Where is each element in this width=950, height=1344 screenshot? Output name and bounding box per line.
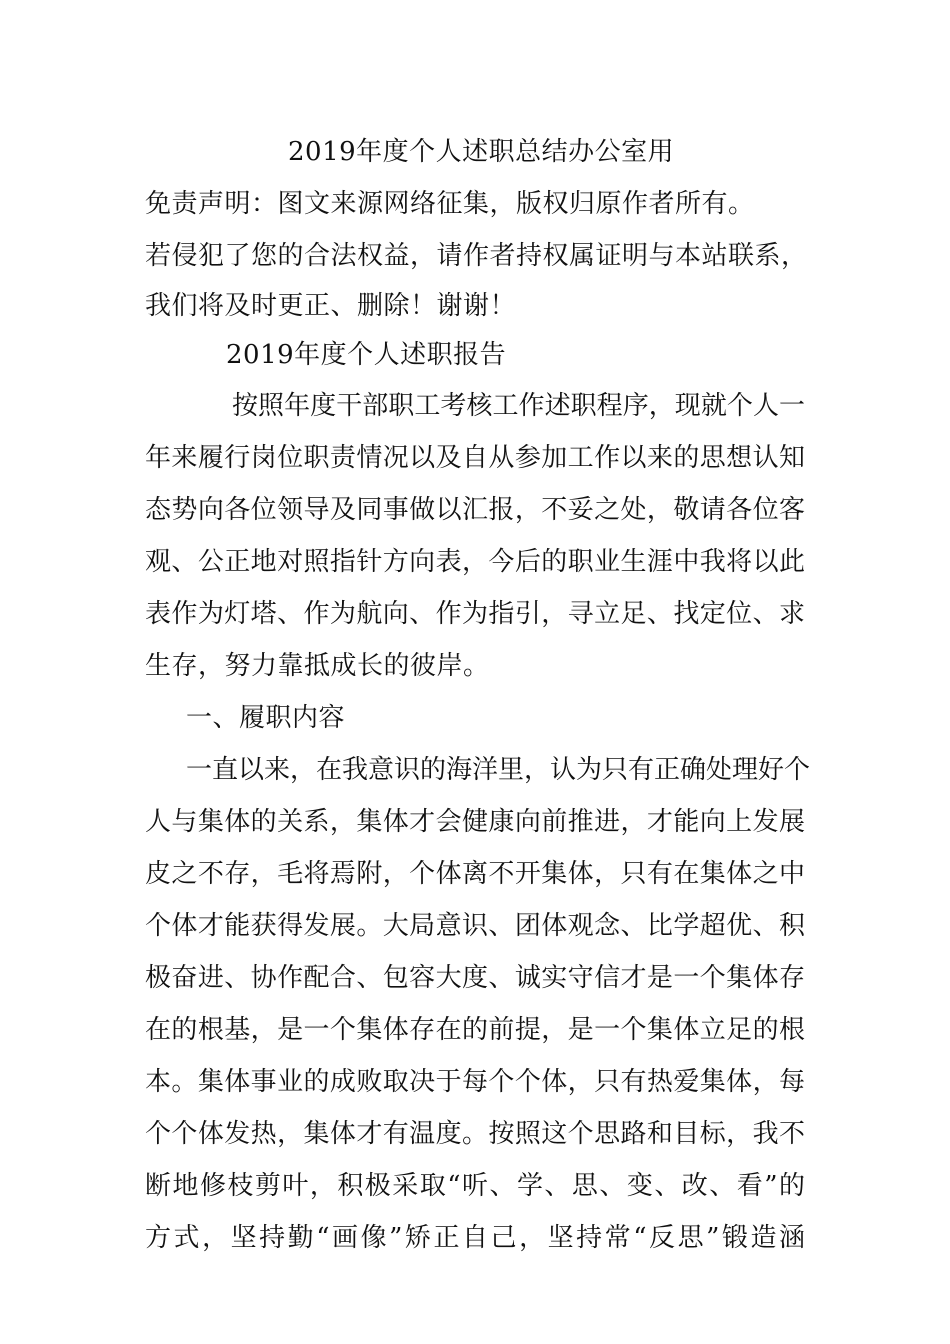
paragraph-line: 表作为灯塔、作为航向、作为指引，寻立足、找定位、求	[145, 599, 805, 629]
disclaimer-line: 我们将及时更正、删除！谢谢！	[145, 291, 517, 321]
paragraph-line: 个体才能获得发展。大局意识、团体观念、比学超优、积	[145, 911, 805, 941]
paragraph-line: 个个体发热，集体才有温度。按照这个思路和目标，我不	[145, 1119, 805, 1149]
paragraph-line: 态势向各位领导及同事做以汇报，不妥之处，敬请各位客	[145, 495, 805, 525]
paragraph-line: 按照年度干部职工考核工作述职程序，现就个人一	[232, 391, 805, 421]
paragraph-line: 人与集体的关系，集体才会健康向前推进，才能向上发展	[145, 807, 805, 837]
paragraph-line: 生存，努力靠抵成长的彼岸。	[145, 651, 490, 681]
paragraph-line: 断地修枝剪叶，积极采取“听、学、思、变、改、看”的	[145, 1171, 805, 1201]
paragraph-line: 方式，坚持勤“画像”矫正自己，坚持常“反思”锻造涵	[145, 1223, 805, 1253]
paragraph-line: 本。集体事业的成败取决于每个个体，只有热爱集体，每	[145, 1067, 805, 1097]
paragraph-line: 一直以来，在我意识的海洋里，认为只有正确处理好个	[186, 755, 811, 785]
section-heading: 一、履职内容	[186, 703, 346, 733]
paragraph-line: 皮之不存，毛将焉附，个体离不开集体，只有在集体之中	[145, 859, 805, 889]
disclaimer-line: 若侵犯了您的合法权益，请作者持权属证明与本站联系，	[145, 241, 808, 271]
paragraph-line: 在的根基，是一个集体存在的前提，是一个集体立足的根	[145, 1015, 805, 1045]
report-title: 2019年度个人述职报告	[226, 340, 507, 370]
disclaimer-line: 免责声明：图文来源网络征集，版权归原作者所有。	[145, 189, 755, 219]
paragraph-line: 观、公正地对照指针方向表，今后的职业生涯中我将以此	[145, 547, 805, 577]
paragraph-line: 年来履行岗位职责情况以及自从参加工作以来的思想认知	[145, 443, 805, 473]
paragraph-line: 极奋进、协作配合、包容大度、诚实守信才是一个集体存	[145, 963, 805, 993]
document-title: 2019年度个人述职总结办公室用	[288, 137, 675, 167]
